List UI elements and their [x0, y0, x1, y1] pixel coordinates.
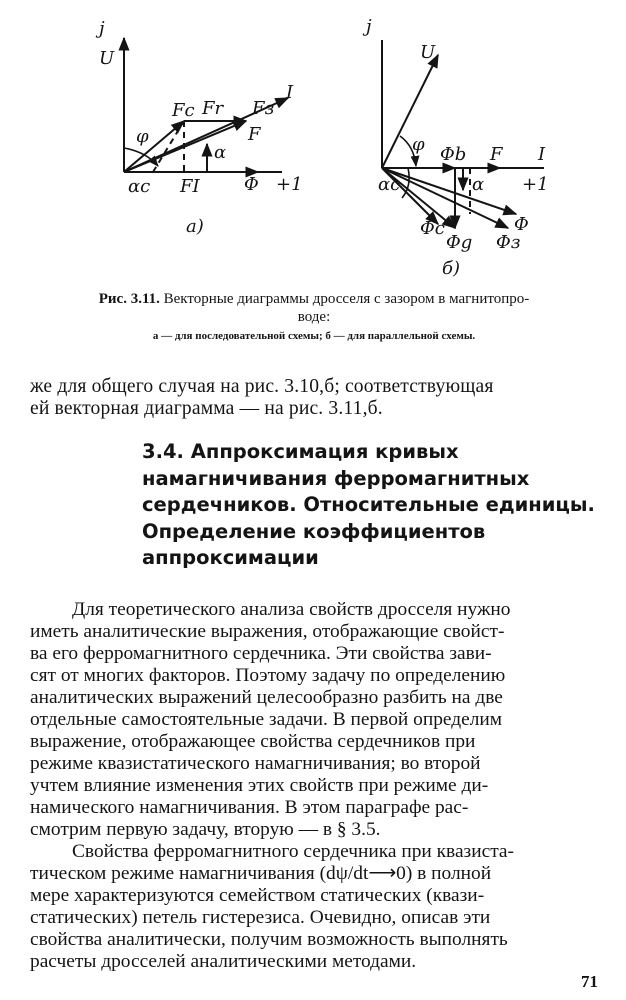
- label-i-a: I: [286, 82, 294, 103]
- label-fc-a: Fc: [172, 100, 195, 121]
- label-f-b: F: [490, 144, 503, 165]
- vector-u-b: [382, 55, 438, 168]
- body-line-10: намического намагничивания. В этом параграфе рас-: [30, 797, 469, 818]
- body-line-8: режиме квазистатического намагничивания; во второй: [30, 753, 481, 774]
- body-line-4: сят от многих факторов. Поэтому задачу по определению: [30, 665, 506, 686]
- label-j-a: j: [99, 18, 105, 39]
- label-phi-b: Φ: [514, 214, 529, 235]
- vector-phi-b: [382, 168, 516, 214]
- paragraph-top-line-2: ей векторная диаграмма — на рис. 3.11,б.: [30, 398, 383, 419]
- label-plus1-a: +1: [276, 174, 303, 195]
- caption-title: Векторные диаграммы дросселя с зазором в магнитопро-: [159, 291, 530, 307]
- sublabel-b: б): [442, 258, 461, 279]
- sublabel-a: а): [186, 216, 204, 237]
- body-line-2: иметь аналитические выражения, отображающие свойст-: [30, 621, 505, 642]
- label-phig-b: Φg: [446, 232, 473, 253]
- page-number: 71: [581, 972, 598, 991]
- section-heading: [142, 439, 612, 572]
- body-line-15: статических) петель гистерезиса. Очевидно, описав эти: [30, 907, 491, 928]
- caption-subtitle: а — для последовательной схемы; б — для параллельной схемы.: [152, 330, 476, 342]
- section-heading-line-1: 3.4. Аппроксимация кривых: [142, 440, 459, 463]
- label-phi-angle-a: φ: [136, 126, 149, 147]
- label-phib-b: Φb: [440, 144, 467, 165]
- body-line-17: расчеты дросселей аналитическими методами.: [30, 951, 417, 972]
- body-line-14: мере характеризуются семейством статических (квази-: [30, 885, 485, 906]
- label-u-a: U: [99, 48, 115, 69]
- caption-prefix: Рис. 3.11.: [98, 291, 160, 307]
- section-number: 3.4.: [142, 440, 184, 463]
- body-line-12: Свойства ферромагнитного сердечника при квазиста-: [72, 841, 514, 862]
- section-heading-line-4: Определение коэффициентов: [142, 519, 486, 543]
- label-alpha-c-b: αc: [378, 174, 401, 195]
- body-line-1: Для теоретического анализа свойств дросселя нужно: [72, 599, 511, 620]
- label-i-b: I: [538, 144, 546, 165]
- label-j-b: j: [366, 16, 372, 37]
- label-u-b: U: [420, 42, 436, 63]
- label-alpha-b: α: [472, 174, 485, 195]
- body-line-11: смотрим первую задачу, вторую — в § 3.5.: [30, 819, 381, 840]
- vector-fc-a: [124, 121, 184, 172]
- body-line-9: учтем влияние изменения этих свойств при режиме ди-: [30, 775, 489, 796]
- label-alpha-c-a: αc: [128, 176, 151, 197]
- body-line-6: отдельные самостоятельные задачи. В первой определим: [30, 709, 503, 730]
- body-line-3: ва его ферромагнитного сердечника. Эти свойства зави-: [30, 643, 492, 664]
- label-phiz-b: Φз: [496, 232, 521, 253]
- body-line-16: свойства аналитически, получим возможность выполнять: [30, 929, 508, 950]
- label-fz-a: Fз: [252, 98, 275, 119]
- body-line-5: аналитических выражений целесообразно разбить на две: [30, 687, 503, 708]
- label-fi-a: FI: [180, 176, 200, 197]
- figure-caption: [40, 290, 588, 326]
- label-f-a: F: [248, 124, 261, 145]
- label-phi-a: Φ: [244, 174, 259, 195]
- paragraph-top-line-1: же для общего случая на рис. 3.10,б; соответствующая: [30, 376, 494, 397]
- body-line-7: выражение, отображающее свойства сердечников при: [30, 731, 476, 752]
- section-heading-line-5: аппроксимации: [142, 546, 319, 569]
- caption-title-continuation: воде:: [297, 309, 331, 325]
- label-fr-a: Fr: [202, 98, 224, 119]
- section-heading-line-2: намагничивания ферромагнитных: [142, 466, 530, 490]
- label-plus1-b: +1: [522, 174, 549, 195]
- body-line-13: тическом режиме намагничивания (dψ/dt⟶0) в полной: [30, 863, 492, 884]
- label-alpha-a: α: [214, 142, 227, 163]
- label-phic-b: Φc: [420, 218, 445, 239]
- vector-diagrams-figure: [0, 0, 626, 290]
- diagram-b: [382, 40, 544, 228]
- label-phi-angle-b: φ: [412, 134, 425, 155]
- section-heading-line-3: сердечников. Относительные единицы.: [142, 493, 595, 516]
